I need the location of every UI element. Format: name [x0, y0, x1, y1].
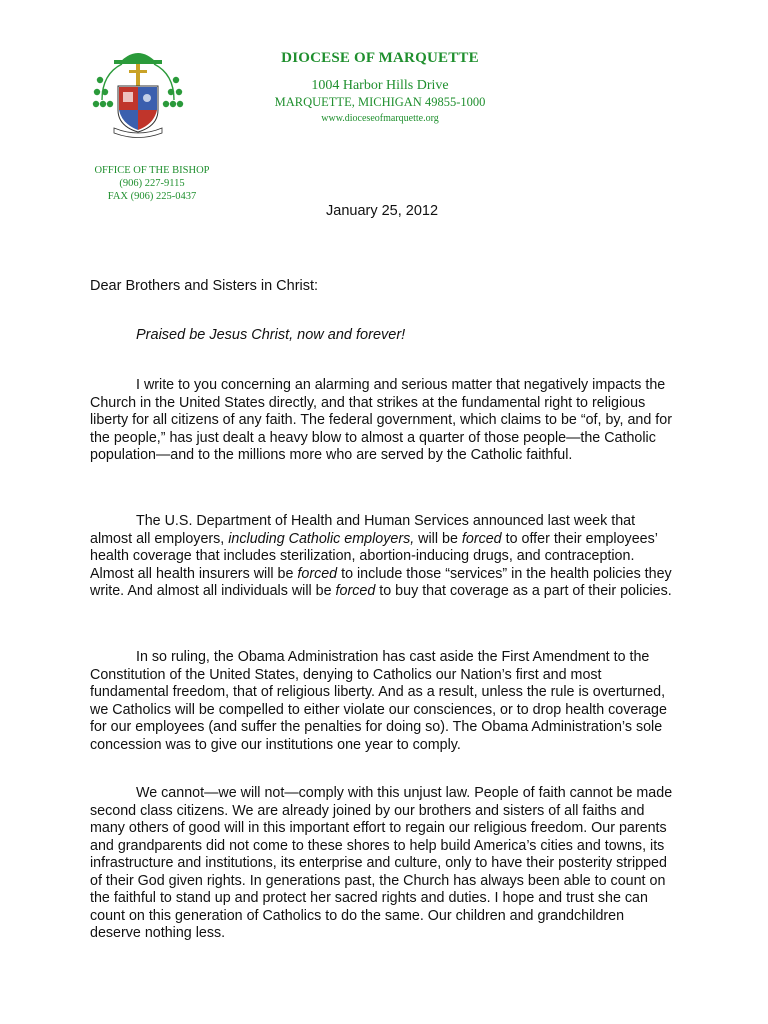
- emphasis-forced: forced: [297, 565, 338, 582]
- diocese-title: DIOCESE OF MARQUETTE: [281, 50, 479, 66]
- emphasis-catholic-employers: including Catholic employers,: [228, 530, 415, 547]
- website-link[interactable]: www.dioceseofmarquette.org: [321, 113, 439, 124]
- paragraph-2: [90, 513, 678, 601]
- office-phone: (906) 227-9115: [119, 178, 185, 189]
- emphasis-forced: forced: [461, 530, 502, 547]
- office-block: [78, 164, 226, 203]
- letterhead: [230, 50, 530, 124]
- salutation: Dear Brothers and Sisters in Christ:: [90, 278, 319, 294]
- paragraph-2-text: to offer their employees’ health coverage that includes sterilization, abortion-inducing drugs, and contraception. Almost all health insurers will be: [90, 530, 658, 582]
- office-fax: FAX (906) 225-0437: [107, 191, 197, 202]
- letter-date: January 25, 2012: [326, 203, 439, 219]
- paragraph-2-text: to include those “services” in the health policies they write. And almost all individuals will be: [90, 565, 672, 599]
- opening-praise: Praised be Jesus Christ, now and forever!: [136, 327, 406, 343]
- coat-of-arms-icon: [92, 40, 184, 138]
- emphasis-forced: forced: [335, 583, 376, 599]
- paragraph-3: In so ruling, the Obama Administration has cast aside the First Amendment to the Constitution of the United States, denying to Catholics our Nation’s first and most fundamental freedom, that of religious liberty. And as a result, unless the rule is overturned, we Catholics will be compelled to either violate our consciences, or to drop health coverage for our employees (and suffer the penalties for doing so). The Obama Administration’s sole concession was to give our institutions one year to comply.: [90, 649, 667, 753]
- city-state-zip: MARQUETTE, MICHIGAN 49855-1000: [274, 95, 486, 109]
- street-address: 1004 Harbor Hills Drive: [311, 78, 449, 93]
- paragraph-2-text: will be: [414, 530, 462, 547]
- paragraph-2-text: to buy that coverage as a part of their policies.: [375, 583, 672, 599]
- paragraph-4: We cannot—we will not—comply with this unjust law. People of faith cannot be made second class citizens. We are already joined by our brothers and sisters of all faiths and many others of good will in this important effort to regain our religious freedom. Our parents and grandparents did not come to these shores to help build America’s cities and towns, its infrastructure and institutions, its enterprise and culture, only to have their posterity stripped of their God given rights. In generations past, the Church has always been able to count on the faithful to stand up and protect her sacred rights and duties. I hope and trust she can count on this generation of Catholics to do the same. Our children and grandchildren deserve nothing less.: [90, 785, 673, 941]
- office-name: OFFICE OF THE BISHOP: [94, 165, 210, 176]
- paragraph-2-text: The U.S. Department of Health and Human Services announced last week that almost all employers,: [90, 513, 636, 547]
- paragraph-1: I write to you concerning an alarming and serious matter that negatively impacts the Church in the United States directly, and that strikes at the fundamental right to religious liberty for all citizens of any faith. The federal government, which claims to be “of, by, and for the people,” has just dealt a heavy blow to almost a quarter of those people—the Catholic population—and to the millions more who are served by the Catholic faithful.: [90, 377, 672, 463]
